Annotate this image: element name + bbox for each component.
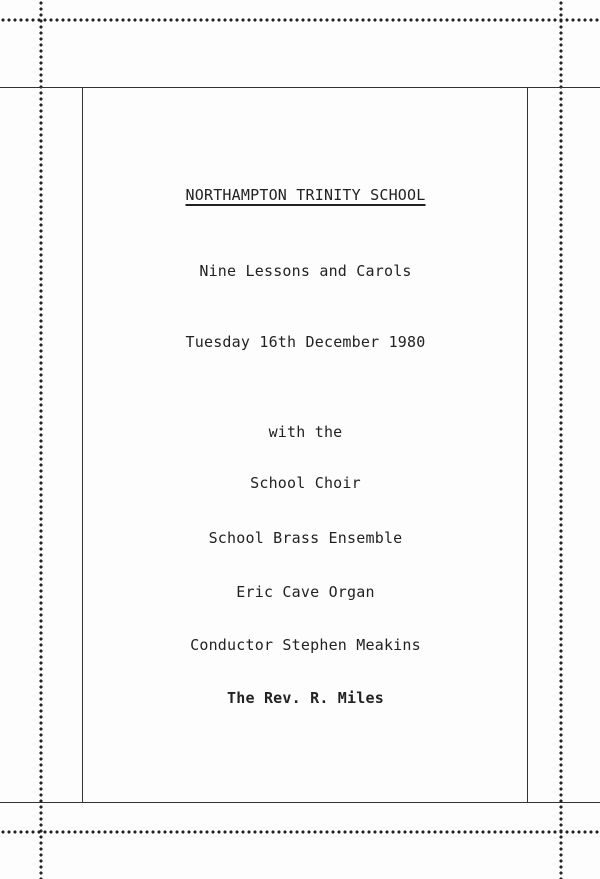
choir-line: School Choir [250,474,361,492]
school-name: NORTHAMPTON TRINITY SCHOOL [185,186,426,204]
star-border-top [0,15,600,25]
with-the-line: with the [268,423,343,441]
star-border-left [36,0,46,879]
service-date: Tuesday 16th December 1980 [185,333,426,351]
rule-top [0,87,600,88]
organist-line: Eric Cave Organ [236,583,375,601]
minister-line: The Rev. R. Miles [227,689,384,707]
star-border-bottom [0,827,600,837]
star-border-right [556,0,566,879]
service-title: Nine Lessons and Carols [199,262,412,280]
brass-line: School Brass Ensemble [208,529,403,547]
conductor-line: Conductor Stephen Meakins [190,636,421,654]
rule-bottom [0,802,600,803]
